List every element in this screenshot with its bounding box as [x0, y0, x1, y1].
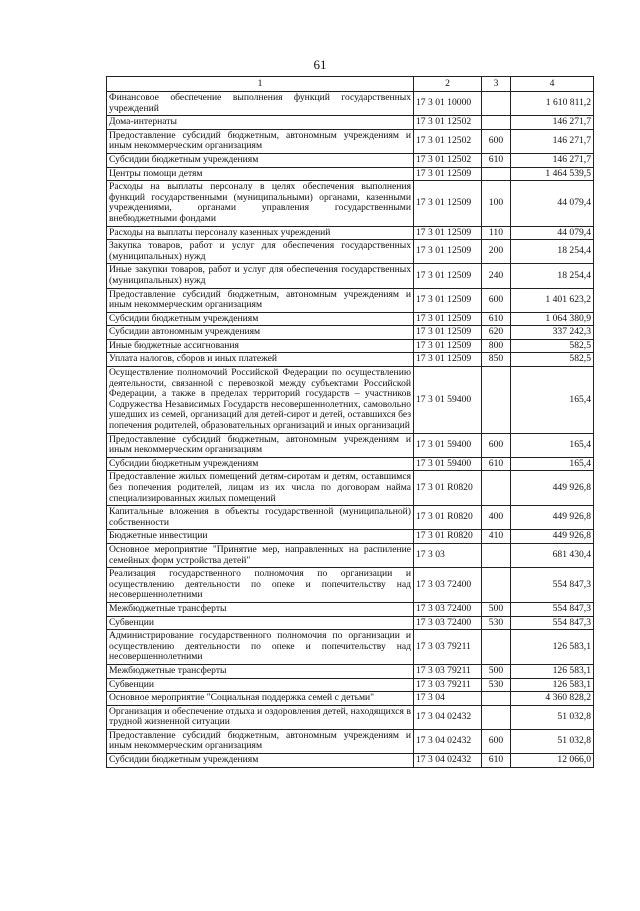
row-type-cell	[482, 471, 511, 506]
row-amount-cell: 449 926,8	[511, 506, 594, 530]
row-name-cell: Иные бюджетные ассигнования	[107, 339, 414, 353]
table-row	[107, 568, 594, 603]
row-type-cell: 410	[482, 530, 511, 544]
row-type-cell: 600	[482, 433, 511, 457]
row-amount-cell: 1 610 811,2	[511, 92, 594, 116]
row-type-cell: 800	[482, 339, 511, 353]
row-amount-cell: 146 271,7	[511, 129, 594, 153]
row-amount-cell: 681 430,4	[511, 543, 594, 567]
row-name-cell: Закупка товаров, работ и услуг для обеспечения государственных (муниципальных) нужд	[107, 240, 414, 264]
row-name-cell: Реализация государственного полномочия по организации и осуществлению деятельности по опеке и попечительству над несовершеннолетними	[107, 568, 414, 603]
row-code-cell: 17 3 04 02432	[414, 729, 482, 753]
row-type-cell: 200	[482, 240, 511, 264]
row-code-cell: 17 3 03 79211	[414, 678, 482, 692]
row-code-cell: 17 3 01 59400	[414, 367, 482, 434]
row-name-cell: Иные закупки товаров, работ и услуг для обеспечения государственных (муниципальных) нужд	[107, 264, 414, 288]
row-code-cell: 17 3 03	[414, 543, 482, 567]
row-code-cell: 17 3 01 12509	[414, 181, 482, 226]
table-row	[107, 705, 594, 729]
row-name-cell: Межбюджетные трансферты	[107, 664, 414, 678]
row-name-cell: Субсидии бюджетным учреждениям	[107, 754, 414, 768]
row-amount-cell: 51 032,8	[511, 729, 594, 753]
row-amount-cell: 18 254,4	[511, 240, 594, 264]
row-name-cell: Субсидии бюджетным учреждениям	[107, 312, 414, 326]
column-header-4: 4	[511, 77, 594, 92]
row-code-cell: 17 3 01 R0820	[414, 506, 482, 530]
table-row	[107, 457, 594, 471]
table-row	[107, 226, 594, 240]
row-code-cell: 17 3 01 R0820	[414, 530, 482, 544]
row-type-cell	[482, 630, 511, 665]
row-type-cell: 610	[482, 312, 511, 326]
table-row	[107, 240, 594, 264]
table-row	[107, 353, 594, 367]
row-type-cell: 240	[482, 264, 511, 288]
row-type-cell	[482, 167, 511, 181]
row-amount-cell: 554 847,3	[511, 602, 594, 616]
row-amount-cell: 165,4	[511, 457, 594, 471]
row-name-cell: Предоставление субсидий бюджетным, автономным учреждениям и иным некоммерческим организациям	[107, 129, 414, 153]
row-type-cell: 100	[482, 181, 511, 226]
row-name-cell: Предоставление жилых помещений детям-сиротам и детям, оставшимся без попечения родителей, лицам из их числа по договорам найма специализированных жилых помещений	[107, 471, 414, 506]
row-code-cell: 17 3 01 R0820	[414, 471, 482, 506]
table-row	[107, 471, 594, 506]
table-row	[107, 729, 594, 753]
row-name-cell: Осуществление полномочий Российской Федерации по осуществлению деятельности, связанной с перевозкой между субъектами Российской Федерации, а также в пределах территорий государств – участников Содружества Независимых Государств несовершеннолетних, самовольно ушедших из семей, организаций для детей-сирот и детей, оставшихся без попечения родителей, образовательных организаций и иных организаций	[107, 367, 414, 434]
table-row	[107, 116, 594, 130]
row-code-cell: 17 3 01 12509	[414, 339, 482, 353]
table-row	[107, 678, 594, 692]
row-name-cell: Субсидии бюджетным учреждениям	[107, 153, 414, 167]
row-amount-cell: 146 271,7	[511, 116, 594, 130]
row-name-cell: Основное мероприятие "Социальная поддержка семей с детьми"	[107, 692, 414, 706]
row-amount-cell: 165,4	[511, 433, 594, 457]
row-name-cell: Центры помощи детям	[107, 167, 414, 181]
row-amount-cell: 146 271,7	[511, 153, 594, 167]
row-name-cell: Дома-интернаты	[107, 116, 414, 130]
row-type-cell	[482, 705, 511, 729]
row-type-cell: 500	[482, 664, 511, 678]
budget-table	[106, 76, 594, 768]
page-number: 61	[313, 57, 327, 72]
row-amount-cell: 126 583,1	[511, 664, 594, 678]
row-amount-cell: 582,5	[511, 353, 594, 367]
table-row	[107, 367, 594, 434]
row-name-cell: Предоставление субсидий бюджетным, автономным учреждениям и иным некоммерческим организациям	[107, 288, 414, 312]
table-row	[107, 339, 594, 353]
row-type-cell: 530	[482, 616, 511, 630]
row-amount-cell: 1 464 539,5	[511, 167, 594, 181]
row-code-cell: 17 3 01 12502	[414, 116, 482, 130]
row-amount-cell: 1 064 380,9	[511, 312, 594, 326]
table-row	[107, 92, 594, 116]
row-amount-cell: 126 583,1	[511, 630, 594, 665]
row-type-cell	[482, 568, 511, 603]
table-row	[107, 129, 594, 153]
row-type-cell	[482, 92, 511, 116]
row-amount-cell: 582,5	[511, 339, 594, 353]
row-type-cell: 110	[482, 226, 511, 240]
table-row	[107, 692, 594, 706]
row-code-cell: 17 3 01 12509	[414, 240, 482, 264]
row-name-cell: Бюджетные инвестиции	[107, 530, 414, 544]
column-header-2: 2	[414, 77, 482, 92]
row-code-cell: 17 3 04 02432	[414, 705, 482, 729]
row-name-cell: Капитальные вложения в объекты государственной (муниципальной) собственности	[107, 506, 414, 530]
row-name-cell: Субвенции	[107, 678, 414, 692]
table-row	[107, 616, 594, 630]
row-code-cell: 17 3 01 59400	[414, 457, 482, 471]
row-code-cell: 17 3 01 12509	[414, 226, 482, 240]
row-code-cell: 17 3 01 12502	[414, 129, 482, 153]
row-code-cell: 17 3 03 79211	[414, 664, 482, 678]
row-type-cell: 500	[482, 602, 511, 616]
row-code-cell: 17 3 03 79211	[414, 630, 482, 665]
row-amount-cell: 44 079,4	[511, 226, 594, 240]
table-row	[107, 288, 594, 312]
row-name-cell: Основное мероприятие "Принятие мер, направленных на распиление семейных форм устройства детей"	[107, 543, 414, 567]
row-code-cell: 17 3 01 12509	[414, 264, 482, 288]
row-code-cell: 17 3 04	[414, 692, 482, 706]
row-amount-cell: 1 401 623,2	[511, 288, 594, 312]
table-row	[107, 530, 594, 544]
table-row	[107, 506, 594, 530]
row-amount-cell: 44 079,4	[511, 181, 594, 226]
row-type-cell: 850	[482, 353, 511, 367]
row-amount-cell: 51 032,8	[511, 705, 594, 729]
table-row	[107, 664, 594, 678]
row-type-cell: 610	[482, 754, 511, 768]
row-name-cell: Межбюджетные трансферты	[107, 602, 414, 616]
row-type-cell: 620	[482, 326, 511, 340]
row-type-cell	[482, 116, 511, 130]
row-code-cell: 17 3 01 12502	[414, 153, 482, 167]
header-row	[107, 77, 594, 92]
row-name-cell: Организация и обеспечение отдыха и оздоровления детей, находящихся в трудной жизненной ситуации	[107, 705, 414, 729]
row-amount-cell: 554 847,3	[511, 616, 594, 630]
row-name-cell: Уплата налогов, сборов и иных платежей	[107, 353, 414, 367]
row-code-cell: 17 3 04 02432	[414, 754, 482, 768]
row-code-cell: 17 3 03 72400	[414, 568, 482, 603]
row-name-cell: Администрирование государственного полномочия по организации и осуществлению деятельности по опеке и попечительству над несовершеннолетними	[107, 630, 414, 665]
row-code-cell: 17 3 01 12509	[414, 288, 482, 312]
row-amount-cell: 337 242,3	[511, 326, 594, 340]
table-body	[107, 92, 594, 768]
row-code-cell: 17 3 01 12509	[414, 167, 482, 181]
row-amount-cell: 449 926,8	[511, 530, 594, 544]
table-row	[107, 153, 594, 167]
row-type-cell: 610	[482, 153, 511, 167]
row-amount-cell: 126 583,1	[511, 678, 594, 692]
table-row	[107, 630, 594, 665]
row-code-cell: 17 3 01 10000	[414, 92, 482, 116]
table-row	[107, 543, 594, 567]
row-code-cell: 17 3 03 72400	[414, 616, 482, 630]
row-type-cell: 530	[482, 678, 511, 692]
row-type-cell: 600	[482, 288, 511, 312]
row-name-cell: Расходы на выплаты персоналу в целях обеспечения выполнения функций государственными (муниципальными) органами, казенными учреждениями, органами управления государственными внебюджетными фондами	[107, 181, 414, 226]
row-code-cell: 17 3 01 12509	[414, 312, 482, 326]
row-code-cell: 17 3 03 72400	[414, 602, 482, 616]
row-amount-cell: 554 847,3	[511, 568, 594, 603]
row-type-cell	[482, 692, 511, 706]
row-name-cell: Предоставление субсидий бюджетным, автономным учреждениям и иным некоммерческим организациям	[107, 433, 414, 457]
table-row	[107, 602, 594, 616]
row-amount-cell: 449 926,8	[511, 471, 594, 506]
table-row	[107, 167, 594, 181]
column-header-1: 1	[107, 77, 414, 92]
table-row	[107, 312, 594, 326]
row-type-cell: 600	[482, 129, 511, 153]
row-type-cell	[482, 367, 511, 434]
row-name-cell: Субсидии автономным учреждениям	[107, 326, 414, 340]
row-name-cell: Субвенции	[107, 616, 414, 630]
row-name-cell: Расходы на выплаты персоналу казенных учреждений	[107, 226, 414, 240]
row-name-cell: Финансовое обеспечение выполнения функций государственных учреждений	[107, 92, 414, 116]
row-amount-cell: 18 254,4	[511, 264, 594, 288]
row-code-cell: 17 3 01 12509	[414, 326, 482, 340]
row-name-cell: Предоставление субсидий бюджетным, автономным учреждениям и иным некоммерческим организациям	[107, 729, 414, 753]
row-name-cell: Субсидии бюджетным учреждениям	[107, 457, 414, 471]
row-type-cell: 610	[482, 457, 511, 471]
row-amount-cell: 12 066,0	[511, 754, 594, 768]
table-row	[107, 433, 594, 457]
table-row	[107, 326, 594, 340]
row-amount-cell: 4 360 828,2	[511, 692, 594, 706]
row-amount-cell: 165,4	[511, 367, 594, 434]
table-row	[107, 754, 594, 768]
row-type-cell: 400	[482, 506, 511, 530]
table-row	[107, 264, 594, 288]
row-type-cell	[482, 543, 511, 567]
row-code-cell: 17 3 01 59400	[414, 433, 482, 457]
table-row	[107, 181, 594, 226]
column-header-3: 3	[482, 77, 511, 92]
row-type-cell: 600	[482, 729, 511, 753]
row-code-cell: 17 3 01 12509	[414, 353, 482, 367]
